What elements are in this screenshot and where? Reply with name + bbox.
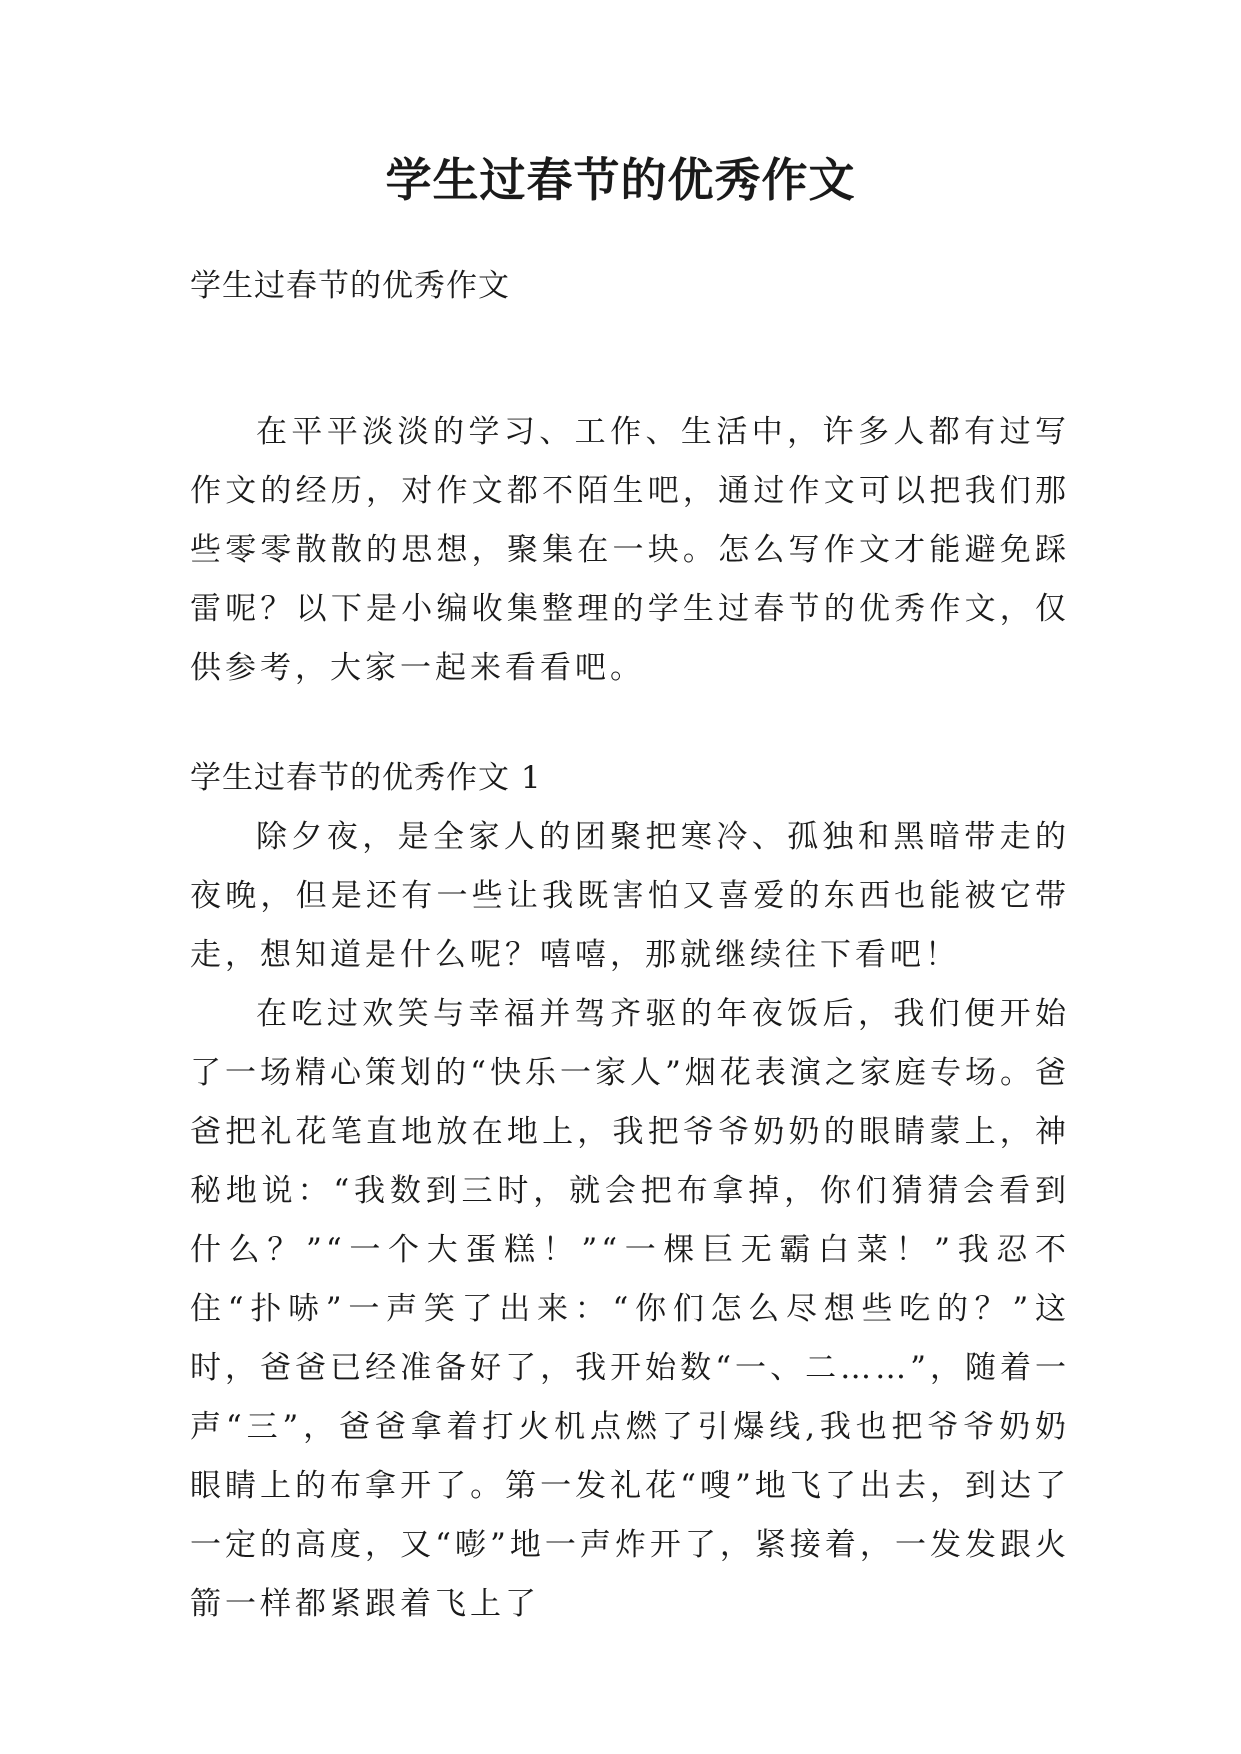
body-paragraph-2: 在吃过欢笑与幸福并驾齐驱的年夜饭后，我们便开始了一场精心策划的“快乐一家人”烟花表演之家庭专场。爸爸把礼花笔直地放在地上，我把爷爷奶奶的眼睛蒙上，神秘地说：“我数到三时，就会把布拿掉，你们猜猜会看到什么？”“一个大蛋糕！”“一棵巨无霸白菜！”我忍不住“扑哧”一声笑了出来：“你们怎么尽想些吃的？”这时，爸爸已经准备好了，我开始数“一、二……”，随着一声“三”，爸爸拿着打火机点燃了引爆线,我也把爷爷奶奶眼睛上的布拿开了。第一发礼花“嗖”地飞了出去，到达了一定的高度，又“嘭”地一声炸开了，紧接着，一发发跟火箭一样都紧跟着飞上了 bbox=[190, 996, 1070, 1622]
body-paragraph-1: 除夕夜，是全家人的团聚把寒冷、孤独和黑暗带走的夜晚，但是还有一些让我既害怕又喜爱的东西也能被它带走，想知道是什么呢？嘻嘻，那就继续往下看吧！ bbox=[190, 819, 1070, 973]
intro-paragraph: 在平平淡淡的学习、工作、生活中，许多人都有过写作文的经历，对作文都不陌生吧，通过作文可以把我们那些零零散散的思想，聚集在一块。怎么写作文才能避免踩雷呢？以下是小编收集整理的学生过春节的优秀作文，仅供参考，大家一起来看看吧。 bbox=[190, 414, 1070, 686]
document-title: 学生过春节的优秀作文 bbox=[385, 153, 856, 207]
document-subtitle: 学生过春节的优秀作文 bbox=[190, 268, 510, 304]
section-heading: 学生过春节的优秀作文 1 bbox=[190, 760, 542, 796]
